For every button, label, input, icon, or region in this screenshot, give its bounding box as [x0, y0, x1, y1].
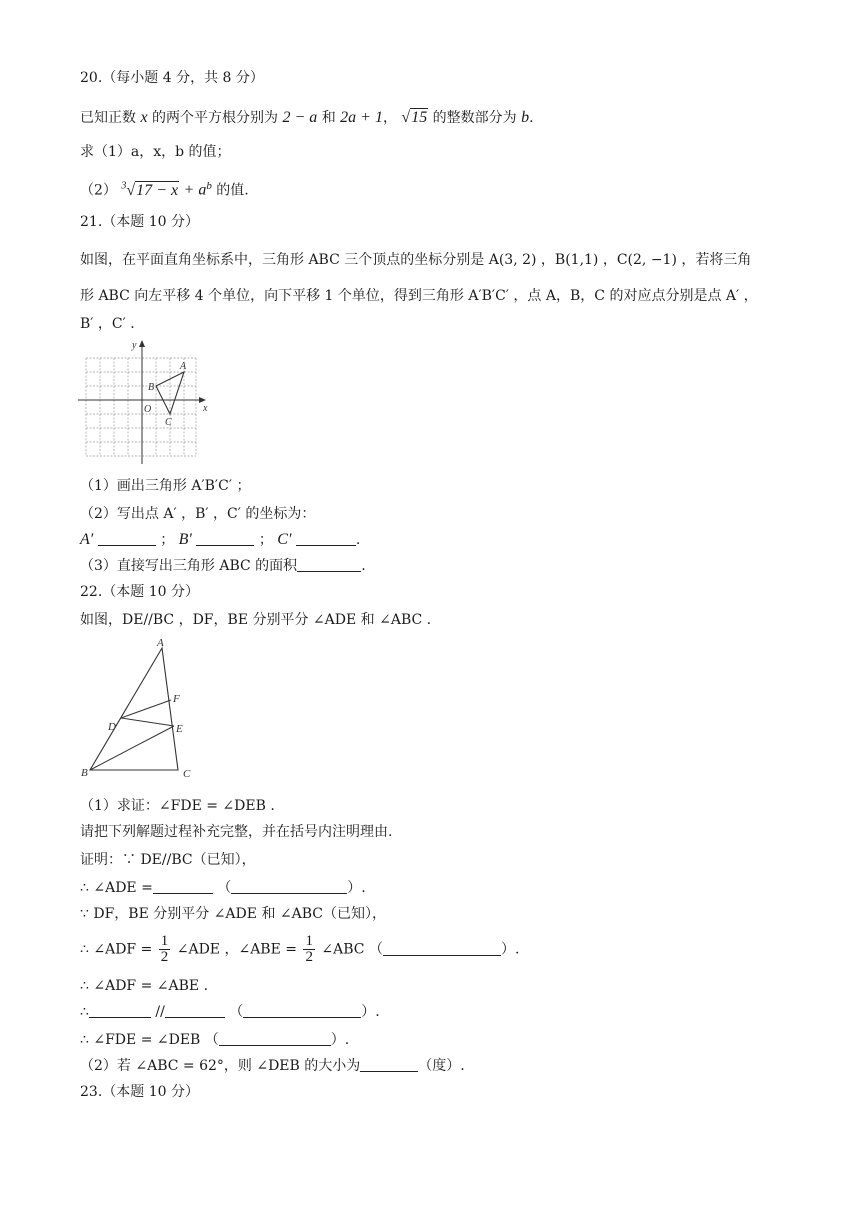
q22-proof4-c: ∠ABC	[321, 941, 365, 958]
q21-blank-c[interactable]	[296, 531, 356, 546]
q20-stem-end: .	[529, 110, 534, 126]
q20-expr-2: 2a + 1	[340, 109, 383, 126]
q21-axis-x-label: x	[203, 403, 208, 414]
q20-part2-prefix: （2）	[80, 182, 117, 199]
q22-proof-line5: ∴ ∠ADF = ∠ABE .	[80, 978, 209, 994]
q21-label-a: A	[180, 361, 187, 372]
q22-blank-angle[interactable]	[153, 879, 213, 894]
q22-label-f: F	[173, 693, 180, 705]
q22-part2-a: （2）若 ∠ABC = 62°，则 ∠DEB 的大小为	[80, 1058, 361, 1074]
q21-y-axis-arrow	[139, 340, 145, 347]
q22-degree-blank[interactable]	[360, 1057, 418, 1072]
q21-area-blank[interactable]	[297, 557, 361, 572]
q21-blank-b-label: B′	[178, 531, 192, 548]
q20-cube-root: $^3$√17 − x	[121, 180, 179, 199]
q22-paren-open-1: （	[217, 880, 232, 896]
q21-stem-line2: 形 ABC 向左平移 4 个单位，向下平移 1 个单位，得到三角形 A′B′C′ ，点 A，B，C 的对应点分别是点 A′ ，	[80, 288, 758, 304]
q22-part2-b: （度）.	[418, 1058, 465, 1074]
q21-sep-1: ；	[160, 532, 175, 548]
q22-proof-line3: ∵ DF，BE 分别平分 ∠ADE 和 ∠ABC（已知），	[80, 906, 386, 922]
q22-triangle-figure	[78, 636, 198, 782]
q22-label-b: B	[81, 767, 88, 779]
q22-paren-close-3: ）.	[361, 1004, 380, 1020]
q20-stem-text-2: 的两个平方根分别为	[152, 110, 279, 126]
q22-parallel-blank-1[interactable]	[89, 1003, 151, 1018]
q21-part1: （1）画出三角形 A′B′C′ ；	[80, 478, 251, 494]
q22-reason-blank-1[interactable]	[231, 879, 347, 894]
q22-proof-line2	[80, 878, 366, 898]
q22-proof6-a: ∴	[80, 1004, 89, 1020]
q22-label-d: D	[108, 721, 116, 733]
q21-coordinate-figure	[78, 340, 218, 464]
q22-paren-open-3: （	[229, 1004, 244, 1020]
q21-blank-a-label: A′	[80, 531, 94, 548]
q22-reason-blank-3[interactable]	[243, 1003, 361, 1018]
q21-part2: （2）写出点 A′ ，B′ ，C′ 的坐标为：	[80, 506, 316, 522]
q22-paren-open-4: （	[204, 1032, 219, 1048]
q21-origin-label: O	[144, 404, 152, 415]
q21-label-b: B	[148, 382, 155, 393]
q22-proof-line1: 证明：∵ DE//BC（已知），	[80, 852, 256, 868]
q23-header: 23.（本题 10 分）	[80, 1084, 199, 1100]
q22-label-e: E	[176, 723, 183, 735]
q20-sqrt15: √15	[401, 109, 428, 126]
q22-header: 22.（本题 10 分）	[80, 584, 199, 600]
q21-header: 21.（本题 10 分）	[80, 214, 199, 230]
q22-frac1-den: 2	[160, 949, 169, 965]
q21-blank-c-label: C′	[277, 531, 292, 548]
q21-part3-end: .	[361, 558, 366, 574]
q22-fraction-2	[303, 934, 315, 965]
q22-part1: （1）求证：∠FDE = ∠DEB .	[80, 798, 275, 814]
q20-stem-and: 和	[321, 110, 336, 126]
q22-frac2-den: 2	[305, 949, 313, 965]
q22-proof-line6	[80, 1002, 380, 1022]
q20-expr-1: 2 − a	[282, 109, 318, 126]
q22-instruction: 请把下列解题过程补充完整，并在括号内注明理由.	[80, 824, 393, 840]
q22-parallel-sign: //	[155, 1004, 165, 1020]
q22-triangle-abc	[90, 648, 178, 770]
q21-blank-a[interactable]	[98, 531, 156, 546]
q21-blank-b[interactable]	[196, 531, 254, 546]
q20-part2	[80, 176, 249, 201]
q22-part2	[80, 1056, 465, 1076]
q20-exp-b: b	[206, 180, 212, 192]
q22-segment-df	[121, 700, 171, 718]
q20-var-x: x	[140, 109, 148, 126]
q20-part1: 求（1）a，x，b 的值；	[80, 144, 231, 160]
q22-proof4-b: ∠ADE ，∠ABE =	[176, 941, 297, 958]
q22-reason-blank-4[interactable]	[219, 1031, 331, 1046]
q20-radicand: 17 − x	[136, 181, 179, 199]
q20-stem	[80, 108, 534, 128]
q21-part3	[80, 556, 366, 576]
q20-stem-text-3: 的整数部分为	[432, 110, 517, 126]
q22-proof4-a: ∴ ∠ADF =	[80, 941, 153, 958]
q20-var-b: b	[521, 109, 530, 126]
q20-comma: ，	[382, 110, 397, 126]
q22-fraction-1	[159, 934, 171, 965]
q22-frac2-num: 1	[305, 933, 313, 949]
q21-stem-line3: B′ ，C′ .	[80, 316, 135, 332]
q22-label-c: C	[183, 768, 191, 780]
q22-proof7-a: ∴ ∠FDE = ∠DEB	[80, 1032, 201, 1048]
q21-stem-line1: 如图，在平面直角坐标系中，三角形 ABC 三个顶点的坐标分别是 A(3, 2) ，B(1,1) ，C(2, −1) ，若将三角	[80, 252, 752, 268]
q22-stem: 如图，DE//BC ，DF，BE 分别平分 ∠ADE 和 ∠ABC .	[80, 612, 432, 628]
q20-sqrt-arg: 15	[411, 109, 428, 126]
q20-stem-text-1: 已知正数	[80, 110, 136, 126]
q20-part2-suffix: 的值.	[216, 182, 249, 199]
q21-label-c: C	[165, 417, 172, 428]
q21-sep-2: ；	[258, 532, 273, 548]
q20-plus-a: + a	[183, 181, 207, 199]
q21-blanks	[80, 530, 360, 550]
q21-part3-text: （3）直接写出三角形 ABC 的面积	[80, 558, 298, 574]
q20-root-index: 3	[121, 180, 127, 192]
q21-grid	[86, 358, 196, 456]
q22-paren-close-2: ）.	[500, 941, 520, 958]
q21-axis-y-label: y	[132, 340, 137, 351]
q22-segment-de	[121, 718, 174, 726]
q22-proof-line7	[80, 1030, 349, 1050]
q22-label-a: A	[157, 637, 164, 649]
q22-reason-blank-2[interactable]	[383, 941, 501, 956]
q20-header: 20.（每小题 4 分，共 8 分）	[80, 70, 264, 86]
q21-end: .	[355, 532, 361, 548]
q22-proof2-text: ∴ ∠ADE =	[80, 880, 153, 896]
q22-paren-open-2: （	[368, 941, 383, 958]
q22-frac1-num: 1	[160, 933, 169, 949]
q22-parallel-blank-2[interactable]	[165, 1003, 225, 1018]
q22-paren-close-4: ）.	[330, 1032, 350, 1048]
q22-proof-line4	[80, 934, 519, 965]
q22-paren-close-1: ）.	[347, 880, 366, 896]
